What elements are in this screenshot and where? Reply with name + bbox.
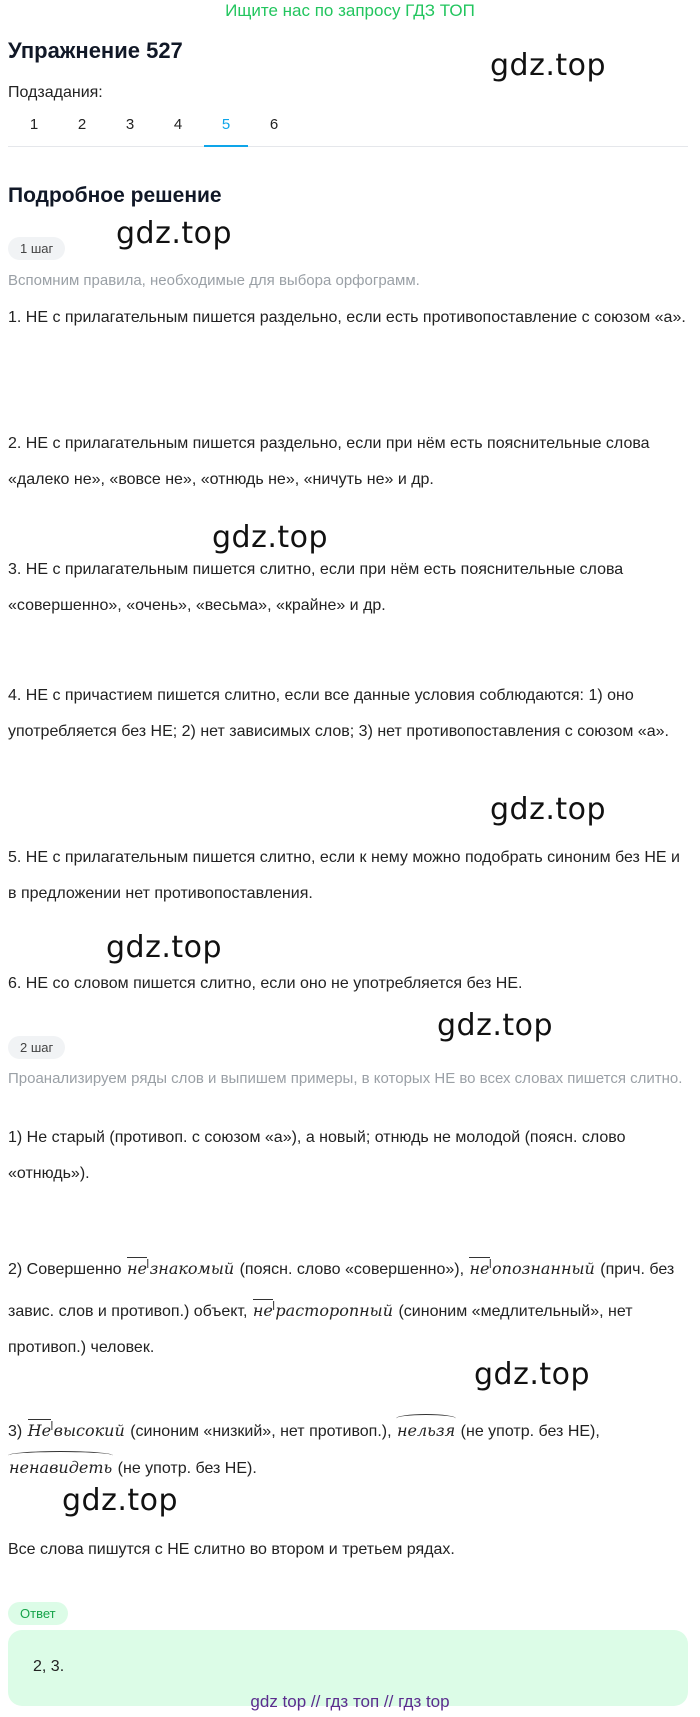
tab-5[interactable]: 5 — [204, 116, 248, 133]
tab-3[interactable]: 3 — [125, 116, 135, 133]
example-word: $не^ǀопознанный$ — [469, 1257, 595, 1278]
example-word: $Не^ǀвысокий$ — [27, 1419, 125, 1440]
watermark: gdz.top — [490, 792, 607, 827]
rule-4: 4. НЕ с причастием пишется слитно, если все данные условия соблюдаются: 1) оно употребляется без НЕ; 2) нет зависимых слов; 3) нет противопоставления с союзом «а». — [8, 687, 669, 740]
answer-text: 2, 3. — [33, 1658, 65, 1675]
conclusion: Все слова пишутся с НЕ слитно во втором и третьем рядах. — [8, 1541, 455, 1558]
example-row-1: 1) Не старый (противоп. с союзом «а»), а новый; отнюдь не молодой (поясн. слово «отнюдь»). — [8, 1129, 626, 1182]
example-word: ненавидеть — [8, 1458, 113, 1477]
step-hint: Проанализируем ряды слов и выпишем примеры, в которых НЕ во всех словах пишется слитно. — [8, 1070, 683, 1087]
rule-6: 6. НЕ со словом пишется слитно, если оно не употребляется без НЕ. — [8, 975, 523, 992]
rule-5: 5. НЕ с прилагательным пишется слитно, если к нему можно подобрать синоним без НЕ и в предложении нет противопоставления. — [8, 849, 680, 902]
example-word: $не^ǀрасторопный$ — [252, 1299, 394, 1320]
watermark: gdz.top — [437, 1008, 554, 1043]
solution-title: Подробное решение — [8, 184, 222, 207]
top-banner: Ищите нас по запросу ГДЗ ТОП — [225, 1, 475, 20]
subtask-tabs — [8, 112, 688, 147]
example-word: $не^ǀзнакомый$ — [127, 1257, 235, 1278]
tab-6[interactable]: 6 — [269, 116, 279, 133]
watermark: gdz.top — [116, 216, 233, 251]
example-row-2: 2) Совершенно $не^ǀзнакомый$ (поясн. слово «совершенно»), $не^ǀопознанный$ (прич. без завис. слов и противоп.) объект, $не^ǀрасторопный$ (синоним «медлительный», нет противоп.) человек. — [8, 1257, 675, 1356]
footer-links[interactable]: gdz top // гдз топ // гдз top — [250, 1692, 450, 1711]
example-word: нельзя — [396, 1421, 456, 1440]
tab-2[interactable]: 2 — [77, 116, 87, 133]
watermark: gdz.top — [474, 1357, 591, 1392]
page-title: Упражнение 527 — [8, 38, 183, 63]
rule-1: 1. НЕ с прилагательным пишется раздельно, если есть противопоставление с союзом «а». — [8, 309, 686, 326]
watermark: gdz.top — [106, 930, 223, 965]
rule-2: 2. НЕ с прилагательным пишется раздельно, если при нём есть пояснительные слова «далеко не», «вовсе не», «отнюдь не», «ничуть не» и др. — [8, 435, 650, 488]
rule-3: 3. НЕ с прилагательным пишется слитно, если при нём есть пояснительные слова «совершенно», «очень», «весьма», «крайне» и др. — [8, 561, 624, 614]
watermark: gdz.top — [490, 48, 607, 83]
tab-4[interactable]: 4 — [173, 116, 183, 133]
watermark: gdz.top — [62, 1483, 179, 1518]
example-row-3: 3) $Не^ǀвысокий$ (синоним «низкий», нет противоп.), нельзя (не употр. без НЕ), ненавидеть (не употр. без НЕ). — [8, 1408, 688, 1487]
step-badge: 1 шаг — [8, 237, 65, 260]
watermark: gdz.top — [212, 520, 329, 555]
step-badge: 2 шаг — [8, 1036, 65, 1059]
answer-badge: Ответ — [8, 1602, 68, 1625]
step-hint: Вспомним правила, необходимые для выбора орфограмм. — [8, 272, 420, 289]
subtasks-label: Подзадания: — [8, 84, 103, 101]
tab-1[interactable]: 1 — [29, 116, 39, 133]
